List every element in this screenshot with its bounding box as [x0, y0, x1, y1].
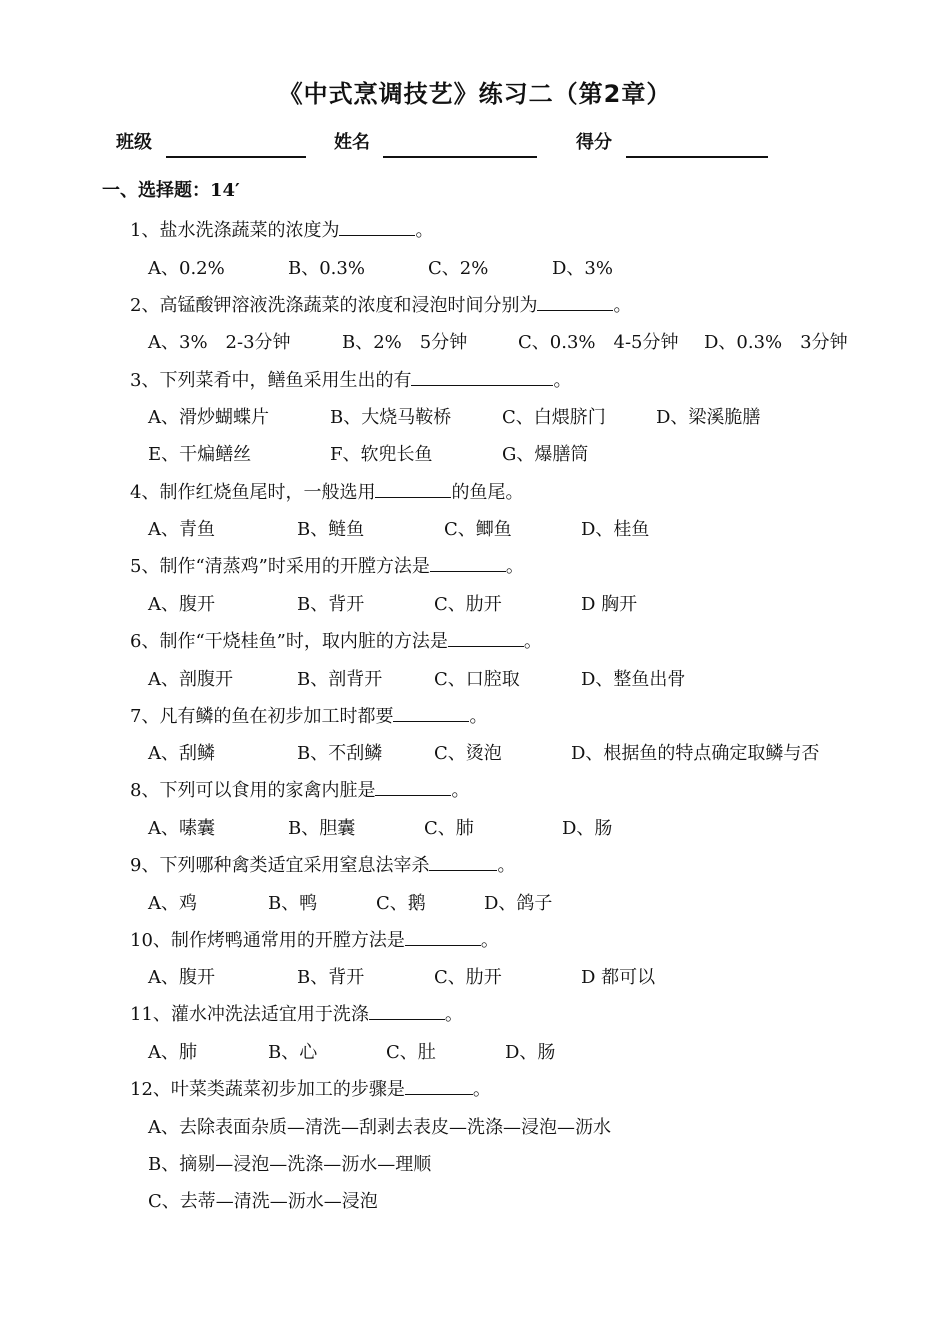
- option[interactable]: A、滑炒蝴蝶片: [148, 407, 269, 428]
- question-3: 3、下列菜肴中，鳝鱼采用生出的有 。: [130, 366, 571, 392]
- option[interactable]: C、白煨脐门: [502, 407, 606, 428]
- option[interactable]: A、腹开: [148, 967, 215, 988]
- option[interactable]: A、剖腹开: [148, 669, 233, 690]
- option[interactable]: A、3% 2-3分钟: [148, 332, 291, 353]
- option[interactable]: D、肠: [505, 1042, 556, 1063]
- question-5: 5、制作“清蒸鸡”时采用的开膛方法是 。: [130, 552, 524, 578]
- option[interactable]: D、根据鱼的特点确定取鳞与否: [571, 743, 820, 764]
- option[interactable]: D、梁溪脆膳: [656, 407, 761, 428]
- option[interactable]: C、鹅: [376, 893, 426, 914]
- answer-blank[interactable]: [448, 628, 524, 647]
- answer-blank[interactable]: [429, 852, 497, 871]
- option[interactable]: A、肺: [148, 1042, 197, 1063]
- option[interactable]: C、去蒂—清洗—沥水—浸泡: [148, 1191, 378, 1212]
- answer-blank[interactable]: [430, 553, 506, 572]
- answer-blank[interactable]: [537, 292, 613, 311]
- answer-blank[interactable]: [369, 1001, 445, 1020]
- class-field[interactable]: [166, 156, 306, 158]
- question-7: 7、凡有鳞的鱼在初步加工时都要 。: [130, 702, 487, 728]
- option[interactable]: C、0.3% 4-5分钟: [518, 332, 679, 353]
- question-6: 6、制作“干烧桂鱼”时，取内脏的方法是 。: [130, 627, 542, 653]
- question-1: 1、盐水洗涤蔬菜的浓度为 。: [130, 216, 433, 242]
- answer-blank[interactable]: [375, 777, 451, 796]
- question-11: 11、灌水冲洗法适宜用于洗涤 。: [130, 1000, 463, 1026]
- option[interactable]: D、3%: [552, 258, 613, 279]
- option[interactable]: A、刮鳞: [148, 743, 215, 764]
- option[interactable]: F、软兜长鱼: [330, 444, 433, 465]
- option[interactable]: A、去除表面杂质—清洗—刮剥去表皮—洗涤—浸泡—沥水: [148, 1117, 611, 1138]
- option[interactable]: D 胸开: [581, 594, 638, 615]
- option[interactable]: B、鲢鱼: [297, 519, 365, 540]
- option[interactable]: C、鲫鱼: [444, 519, 512, 540]
- class-label: 班级: [116, 132, 152, 153]
- option[interactable]: A、鸡: [148, 893, 197, 914]
- answer-blank[interactable]: [411, 367, 553, 386]
- option[interactable]: G、爆膳筒: [502, 444, 589, 465]
- option[interactable]: A、腹开: [148, 594, 215, 615]
- option[interactable]: B、心: [268, 1042, 318, 1063]
- option[interactable]: D、整鱼出骨: [581, 669, 686, 690]
- option[interactable]: B、背开: [297, 967, 365, 988]
- option[interactable]: B、不刮鳞: [297, 743, 383, 764]
- option[interactable]: C、肋开: [434, 594, 502, 615]
- answer-blank[interactable]: [405, 927, 481, 946]
- option[interactable]: B、剖背开: [297, 669, 383, 690]
- name-field[interactable]: [383, 156, 537, 158]
- answer-blank[interactable]: [405, 1076, 473, 1095]
- option[interactable]: A、0.2%: [148, 258, 225, 279]
- answer-blank[interactable]: [339, 217, 415, 236]
- option[interactable]: B、摘剔—浸泡—洗涤—沥水—理顺: [148, 1154, 432, 1175]
- question-4: 4、制作红烧鱼尾时，一般选用 的鱼尾。: [130, 478, 523, 504]
- question-2: 2、高锰酸钾溶液洗涤蔬菜的浓度和浸泡时间分别为 。: [130, 291, 631, 317]
- option[interactable]: B、大烧马鞍桥: [330, 407, 452, 428]
- option[interactable]: B、背开: [297, 594, 365, 615]
- option[interactable]: C、肚: [386, 1042, 436, 1063]
- option[interactable]: B、0.3%: [288, 258, 365, 279]
- option[interactable]: C、肺: [424, 818, 474, 839]
- page-title: 《中式烹调技艺》练习二（第2章）: [278, 80, 672, 108]
- option[interactable]: E、干煸鳝丝: [148, 444, 252, 465]
- option[interactable]: B、鸭: [268, 893, 318, 914]
- answer-blank[interactable]: [393, 703, 469, 722]
- option[interactable]: D、桂鱼: [581, 519, 650, 540]
- option[interactable]: D 都可以: [581, 967, 656, 988]
- option[interactable]: C、烫泡: [434, 743, 502, 764]
- section-heading: 一、选择题：14′: [102, 180, 240, 201]
- question-10: 10、制作烤鸭通常用的开膛方法是 。: [130, 926, 499, 952]
- answer-blank[interactable]: [375, 479, 451, 498]
- option[interactable]: A、嗉囊: [148, 818, 215, 839]
- option[interactable]: D、鸽子: [484, 893, 553, 914]
- name-label: 姓名: [334, 132, 370, 153]
- question-8: 8、下列可以食用的家禽内脏是 。: [130, 776, 469, 802]
- option[interactable]: B、胆囊: [288, 818, 356, 839]
- option[interactable]: D、肠: [562, 818, 613, 839]
- question-12: 12、叶菜类蔬菜初步加工的步骤是 。: [130, 1075, 491, 1101]
- option[interactable]: D、0.3% 3分钟: [704, 332, 848, 353]
- option[interactable]: C、肋开: [434, 967, 502, 988]
- question-9: 9、下列哪种禽类适宜采用窒息法宰杀 。: [130, 851, 515, 877]
- option[interactable]: C、2%: [428, 258, 489, 279]
- score-label: 得分: [576, 132, 612, 153]
- option[interactable]: B、2% 5分钟: [342, 332, 468, 353]
- score-field[interactable]: [626, 156, 768, 158]
- option[interactable]: C、口腔取: [434, 669, 520, 690]
- option[interactable]: A、青鱼: [148, 519, 215, 540]
